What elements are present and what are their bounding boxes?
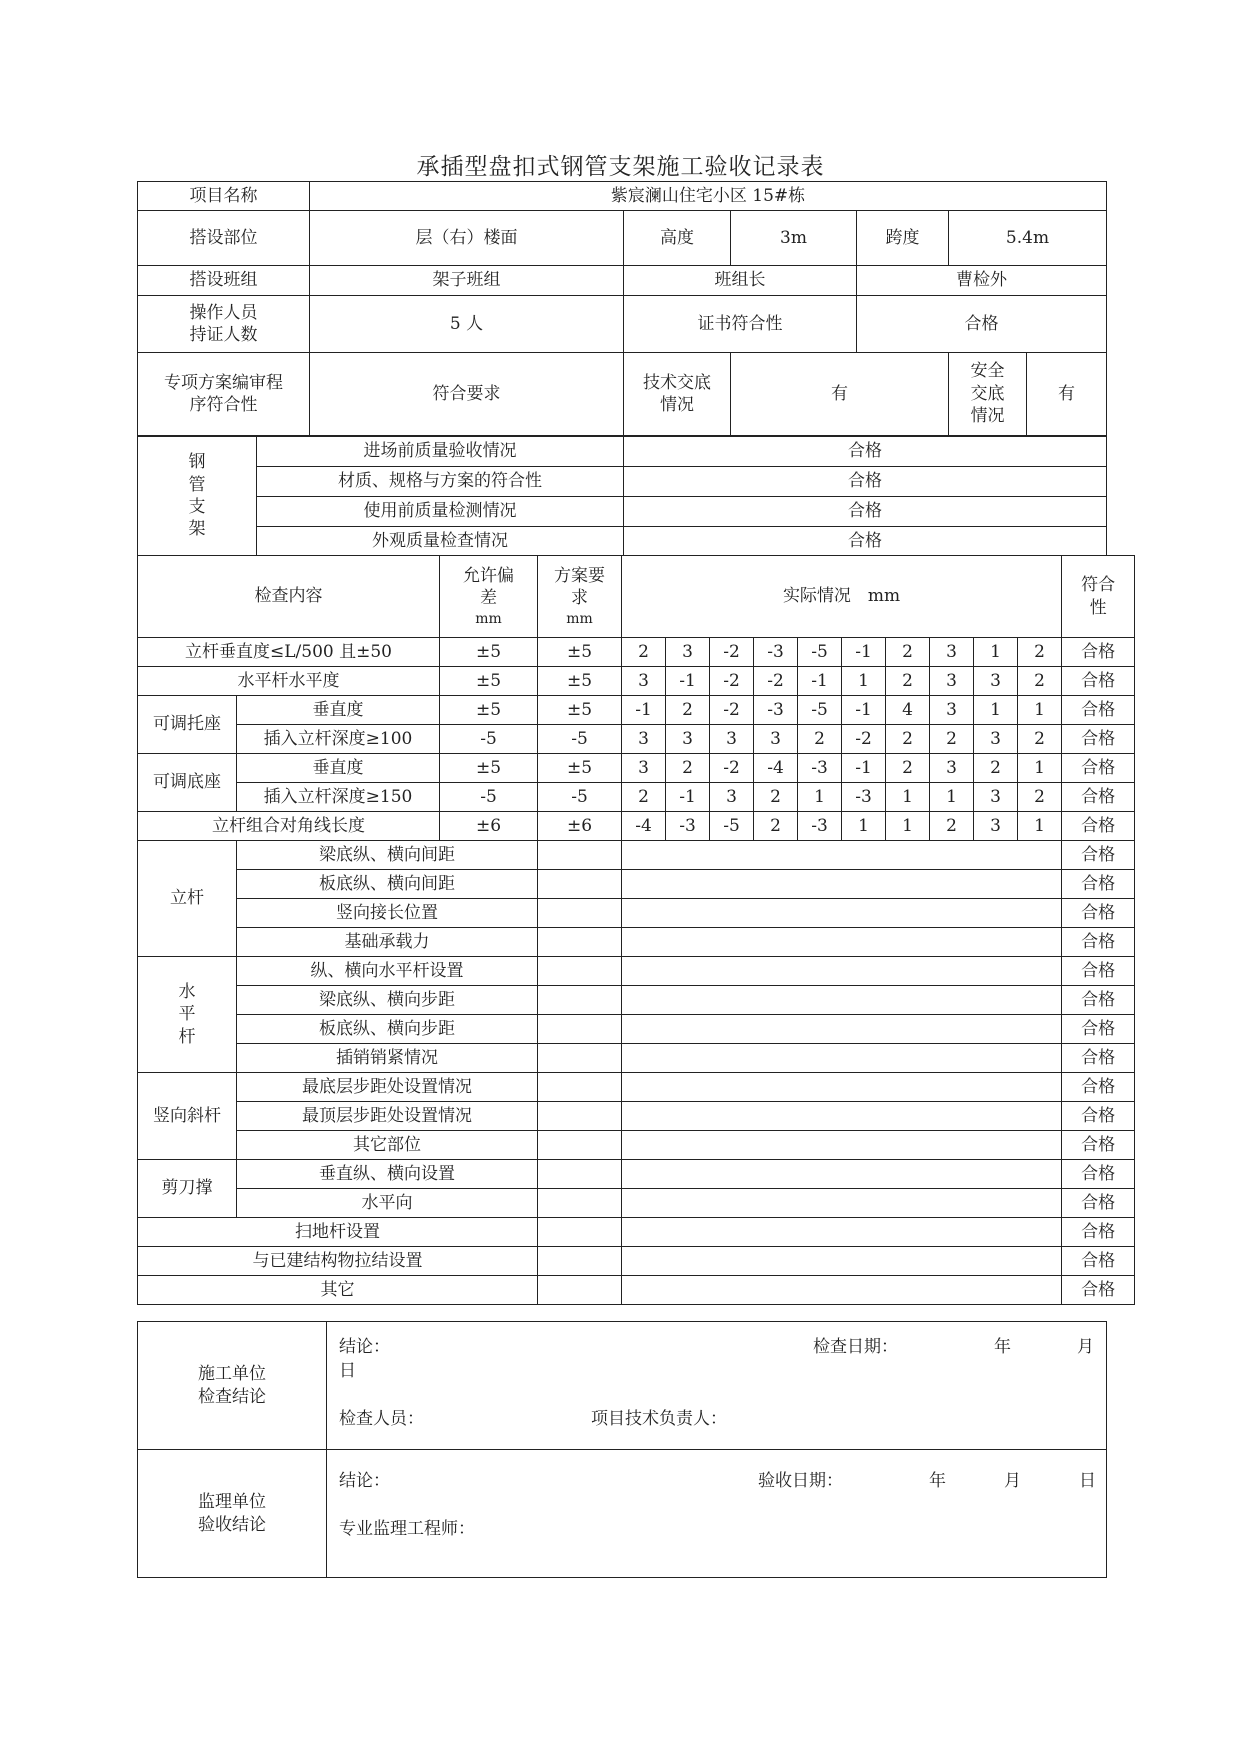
group-item-label: 最底层步距处设置情况 xyxy=(237,1073,538,1102)
conformity-result: 合格 xyxy=(1062,696,1135,725)
table-row xyxy=(138,1044,1135,1073)
table-row xyxy=(138,1276,1135,1305)
measured-value: 3 xyxy=(666,725,710,754)
measured-value: 2 xyxy=(798,725,842,754)
group-item-label: 梁底纵、横向间距 xyxy=(237,841,538,870)
conformity-result: 合格 xyxy=(1062,1102,1135,1131)
plan-requirement xyxy=(538,899,622,928)
table-row xyxy=(138,1073,1135,1102)
group-item-label: 基础承载力 xyxy=(237,928,538,957)
check-item-label: 插入立杆深度≥100 xyxy=(237,725,440,754)
plan-requirement xyxy=(538,1102,622,1131)
conformity-result: 合格 xyxy=(1062,986,1135,1015)
plan-label: 专项方案编审程 序符合性 xyxy=(138,353,310,436)
info-table xyxy=(137,181,1107,436)
table-row xyxy=(138,1160,1135,1189)
header-allow: 允许偏 差 mm xyxy=(440,556,538,638)
conformity-result: 合格 xyxy=(1062,783,1135,812)
measured-value: 1 xyxy=(798,783,842,812)
measured-value: 4 xyxy=(886,696,930,725)
construction-day: 日 xyxy=(339,1361,356,1381)
measurement-rows xyxy=(138,638,1135,841)
check-item-label: 水平杆水平度 xyxy=(138,667,440,696)
plan-requirement xyxy=(538,1276,622,1305)
measured-value: 3 xyxy=(930,638,974,667)
actual-situation xyxy=(622,1073,1062,1102)
project-name-label: 项目名称 xyxy=(138,182,310,211)
measured-value: 3 xyxy=(930,696,974,725)
check-item-label: 插入立杆深度≥150 xyxy=(237,783,440,812)
other-item-label: 其它 xyxy=(138,1276,538,1305)
measured-value: 2 xyxy=(1018,725,1062,754)
plan-requirement: -5 xyxy=(538,783,622,812)
operators-value: 5 人 xyxy=(310,296,624,353)
table-row xyxy=(138,870,1135,899)
plan-requirement xyxy=(538,986,622,1015)
allowed-deviation: ±5 xyxy=(440,638,538,667)
table-row xyxy=(138,1247,1135,1276)
supervision-conclusion-label: 结论： xyxy=(339,1471,390,1491)
base-group-label: 可调底座 xyxy=(138,754,237,812)
measured-value: 2 xyxy=(666,754,710,783)
leader-label: 班组长 xyxy=(624,266,857,296)
conformity-result: 合格 xyxy=(1062,638,1135,667)
measured-value: 2 xyxy=(974,754,1018,783)
group-item-label: 插销销紧情况 xyxy=(237,1044,538,1073)
construction-tech-lead: 项目技术负责人： xyxy=(591,1409,727,1429)
conformity-result: 合格 xyxy=(1062,1044,1135,1073)
table-row xyxy=(138,1102,1135,1131)
other-item-label: 扫地杆设置 xyxy=(138,1218,538,1247)
measured-value: 2 xyxy=(666,696,710,725)
actual-situation xyxy=(622,1131,1062,1160)
measured-value: -1 xyxy=(842,754,886,783)
steel-item-value: 合格 xyxy=(624,437,1107,467)
location-label: 搭设部位 xyxy=(138,211,310,266)
allowed-deviation: ±6 xyxy=(440,812,538,841)
measured-value: 2 xyxy=(930,812,974,841)
measured-value: -2 xyxy=(710,754,754,783)
measured-value: -2 xyxy=(710,638,754,667)
header-conform: 符合 性 xyxy=(1062,556,1135,638)
measured-value: 3 xyxy=(622,754,666,783)
cert-label: 证书符合性 xyxy=(624,296,857,353)
measured-value: -3 xyxy=(666,812,710,841)
group-label: 剪刀撑 xyxy=(138,1160,237,1218)
measured-value: -1 xyxy=(842,696,886,725)
actual-situation xyxy=(622,1015,1062,1044)
measured-value: 2 xyxy=(622,638,666,667)
steel-item-label: 外观质量检查情况 xyxy=(257,527,624,556)
table-row xyxy=(138,899,1135,928)
construction-date-label: 检查日期： xyxy=(813,1337,898,1357)
group-label: 竖向斜杆 xyxy=(138,1073,237,1160)
plan-requirement: ±6 xyxy=(538,812,622,841)
plan-requirement xyxy=(538,957,622,986)
plan-requirement xyxy=(538,1189,622,1218)
supervision-label: 监理单位 验收结论 xyxy=(138,1450,327,1578)
table-row xyxy=(138,1131,1135,1160)
measured-value: -5 xyxy=(798,638,842,667)
table-row xyxy=(138,638,1135,667)
height-label: 高度 xyxy=(624,211,731,266)
plan-requirement xyxy=(538,1015,622,1044)
actual-situation xyxy=(622,1218,1062,1247)
measured-value: -1 xyxy=(622,696,666,725)
actual-situation xyxy=(622,986,1062,1015)
span-label: 跨度 xyxy=(857,211,949,266)
group-item-label: 板底纵、横向间距 xyxy=(237,870,538,899)
measured-value: -1 xyxy=(666,783,710,812)
measured-value: 1 xyxy=(974,696,1018,725)
actual-situation xyxy=(622,1160,1062,1189)
tech-label: 技术交底 情况 xyxy=(624,353,731,436)
actual-situation xyxy=(622,1189,1062,1218)
conformity-result: 合格 xyxy=(1062,1160,1135,1189)
measured-value: 2 xyxy=(1018,667,1062,696)
plan-requirement: -5 xyxy=(538,725,622,754)
plan-requirement: ±5 xyxy=(538,638,622,667)
measured-value: 2 xyxy=(1018,638,1062,667)
conformity-result: 合格 xyxy=(1062,725,1135,754)
steel-side-label: 钢 管 支 架 xyxy=(138,437,257,556)
construction-conclusion-label: 结论： xyxy=(339,1337,390,1357)
measured-value: 3 xyxy=(974,725,1018,754)
conformity-result: 合格 xyxy=(1062,1131,1135,1160)
steel-item-label: 使用前质量检测情况 xyxy=(257,497,624,527)
group-item-label: 纵、横向水平杆设置 xyxy=(237,957,538,986)
team-value: 架子班组 xyxy=(310,266,624,296)
conclusion-table xyxy=(137,1321,1107,1578)
group-item-label: 梁底纵、横向步距 xyxy=(237,986,538,1015)
measured-value: 3 xyxy=(974,812,1018,841)
measured-value: 2 xyxy=(886,667,930,696)
plan-requirement xyxy=(538,1160,622,1189)
table-row xyxy=(138,986,1135,1015)
conformity-result: 合格 xyxy=(1062,1015,1135,1044)
actual-situation xyxy=(622,1102,1062,1131)
supervision-engineer: 专业监理工程师： xyxy=(339,1519,475,1539)
group-label: 水 平 杆 xyxy=(138,957,237,1073)
table-row xyxy=(138,1015,1135,1044)
steel-item-label: 进场前质量验收情况 xyxy=(257,437,624,467)
measured-value: -1 xyxy=(798,667,842,696)
table-row xyxy=(138,928,1135,957)
header-content: 检查内容 xyxy=(138,556,440,638)
plan-requirement xyxy=(538,1044,622,1073)
measured-value: 3 xyxy=(974,783,1018,812)
measured-value: -3 xyxy=(798,754,842,783)
actual-situation xyxy=(622,899,1062,928)
allowed-deviation: ±5 xyxy=(440,696,538,725)
measured-value: 3 xyxy=(710,783,754,812)
safety-value: 有 xyxy=(1027,353,1107,436)
table-row xyxy=(138,957,1135,986)
plan-requirement: ±5 xyxy=(538,754,622,783)
measured-value: 2 xyxy=(1018,783,1062,812)
check-item-label: 立杆组合对角线长度 xyxy=(138,812,440,841)
table-row xyxy=(138,1189,1135,1218)
measured-value: -3 xyxy=(798,812,842,841)
plan-requirement xyxy=(538,1073,622,1102)
measured-value: 2 xyxy=(886,638,930,667)
team-label: 搭设班组 xyxy=(138,266,310,296)
measured-value: 1 xyxy=(842,812,886,841)
supervision-month: 月 xyxy=(1004,1471,1021,1491)
measured-value: 1 xyxy=(1018,812,1062,841)
measured-value: -1 xyxy=(666,667,710,696)
group-rows xyxy=(138,841,1135,1305)
steel-item-value: 合格 xyxy=(624,527,1107,556)
construction-year: 年 xyxy=(994,1337,1011,1357)
form-title: 承插型盘扣式钢管支架施工验收记录表 xyxy=(416,154,825,180)
measured-value: -3 xyxy=(842,783,886,812)
tray-group-label: 可调托座 xyxy=(138,696,237,754)
group-item-label: 最顶层步距处设置情况 xyxy=(237,1102,538,1131)
conformity-result: 合格 xyxy=(1062,928,1135,957)
measured-value: 1 xyxy=(886,783,930,812)
measured-value: 1 xyxy=(886,812,930,841)
plan-requirement: ±5 xyxy=(538,696,622,725)
actual-situation xyxy=(622,870,1062,899)
group-item-label: 其它部位 xyxy=(237,1131,538,1160)
measured-value: 3 xyxy=(930,667,974,696)
steel-item-label: 材质、规格与方案的符合性 xyxy=(257,467,624,497)
check-item-label: 立杆垂直度≤L/500 且±50 xyxy=(138,638,440,667)
actual-situation xyxy=(622,841,1062,870)
allowed-deviation: ±5 xyxy=(440,754,538,783)
steel-table xyxy=(137,436,1107,556)
measured-value: 2 xyxy=(622,783,666,812)
span-value: 5.4m xyxy=(949,211,1107,266)
measured-value: 3 xyxy=(666,638,710,667)
tech-value: 有 xyxy=(731,353,949,436)
allowed-deviation: ±5 xyxy=(440,667,538,696)
conformity-result: 合格 xyxy=(1062,754,1135,783)
supervision-year: 年 xyxy=(929,1471,946,1491)
measured-value: -2 xyxy=(710,696,754,725)
measured-value: 3 xyxy=(930,754,974,783)
conformity-result: 合格 xyxy=(1062,1276,1135,1305)
leader-value: 曹检外 xyxy=(857,266,1107,296)
table-row xyxy=(138,1218,1135,1247)
table-row xyxy=(138,725,1135,754)
group-item-label: 水平向 xyxy=(237,1189,538,1218)
conformity-result: 合格 xyxy=(1062,1247,1135,1276)
conformity-result: 合格 xyxy=(1062,899,1135,928)
table-row xyxy=(138,667,1135,696)
construction-label: 施工单位 检查结论 xyxy=(138,1322,327,1450)
plan-requirement xyxy=(538,1131,622,1160)
table-row xyxy=(138,783,1135,812)
conformity-result: 合格 xyxy=(1062,1218,1135,1247)
group-item-label: 板底纵、横向步距 xyxy=(237,1015,538,1044)
measured-value: 2 xyxy=(754,783,798,812)
actual-situation xyxy=(622,1276,1062,1305)
group-item-label: 垂直纵、横向设置 xyxy=(237,1160,538,1189)
steel-item-value: 合格 xyxy=(624,497,1107,527)
check-item-label: 垂直度 xyxy=(237,754,440,783)
supervision-day: 日 xyxy=(1079,1471,1096,1491)
measured-value: 3 xyxy=(710,725,754,754)
plan-requirement xyxy=(538,1218,622,1247)
header-actual: 实际情况 mm xyxy=(622,556,1062,638)
construction-conclusion xyxy=(327,1322,1107,1450)
measured-value: 1 xyxy=(1018,696,1062,725)
group-label: 立杆 xyxy=(138,841,237,957)
table-row xyxy=(138,696,1135,725)
actual-situation xyxy=(622,957,1062,986)
group-item-label: 竖向接长位置 xyxy=(237,899,538,928)
construction-month: 月 xyxy=(1077,1337,1094,1357)
location-value: 层（右）楼面 xyxy=(310,211,624,266)
conformity-result: 合格 xyxy=(1062,1189,1135,1218)
measured-value: -2 xyxy=(710,667,754,696)
conformity-result: 合格 xyxy=(1062,667,1135,696)
height-value: 3m xyxy=(731,211,857,266)
measured-value: 3 xyxy=(622,667,666,696)
measured-value: -5 xyxy=(710,812,754,841)
measured-value: -4 xyxy=(622,812,666,841)
table-row xyxy=(138,841,1135,870)
plan-value: 符合要求 xyxy=(310,353,624,436)
actual-situation xyxy=(622,1247,1062,1276)
measured-value: 1 xyxy=(1018,754,1062,783)
conformity-result: 合格 xyxy=(1062,1073,1135,1102)
measured-value: 2 xyxy=(886,725,930,754)
measured-value: 2 xyxy=(754,812,798,841)
measured-value: -3 xyxy=(754,696,798,725)
project-name: 紫宸澜山住宅小区 15#栋 xyxy=(310,182,1107,211)
measured-value: -2 xyxy=(754,667,798,696)
allowed-deviation: -5 xyxy=(440,783,538,812)
allowed-deviation: -5 xyxy=(440,725,538,754)
plan-requirement: ±5 xyxy=(538,667,622,696)
measured-value: 1 xyxy=(842,667,886,696)
check-item-label: 垂直度 xyxy=(237,696,440,725)
plan-requirement xyxy=(538,928,622,957)
table-row xyxy=(138,812,1135,841)
conformity-result: 合格 xyxy=(1062,870,1135,899)
header-plan: 方案要 求 mm xyxy=(538,556,622,638)
measured-value: -5 xyxy=(798,696,842,725)
measured-value: -3 xyxy=(754,638,798,667)
measured-value: 3 xyxy=(974,667,1018,696)
measured-value: -1 xyxy=(842,638,886,667)
measured-value: 1 xyxy=(930,783,974,812)
inspection-table xyxy=(137,555,1135,1305)
measured-value: 1 xyxy=(974,638,1018,667)
conformity-result: 合格 xyxy=(1062,812,1135,841)
measured-value: -4 xyxy=(754,754,798,783)
supervision-date-label: 验收日期： xyxy=(758,1471,843,1491)
cert-value: 合格 xyxy=(857,296,1107,353)
measured-value: 2 xyxy=(930,725,974,754)
operators-label: 操作人员 持证人数 xyxy=(138,296,310,353)
measured-value: -2 xyxy=(842,725,886,754)
construction-inspector: 检查人员： xyxy=(339,1409,424,1429)
conformity-result: 合格 xyxy=(1062,841,1135,870)
measured-value: 3 xyxy=(754,725,798,754)
actual-situation xyxy=(622,1044,1062,1073)
supervision-conclusion xyxy=(327,1450,1107,1578)
measured-value: 2 xyxy=(886,754,930,783)
steel-item-value: 合格 xyxy=(624,467,1107,497)
actual-situation xyxy=(622,928,1062,957)
safety-label: 安全 交底 情况 xyxy=(949,353,1027,436)
plan-requirement xyxy=(538,841,622,870)
measured-value: 3 xyxy=(622,725,666,754)
plan-requirement xyxy=(538,1247,622,1276)
other-item-label: 与已建结构物拉结设置 xyxy=(138,1247,538,1276)
table-row xyxy=(138,754,1135,783)
plan-requirement xyxy=(538,870,622,899)
conformity-result: 合格 xyxy=(1062,957,1135,986)
